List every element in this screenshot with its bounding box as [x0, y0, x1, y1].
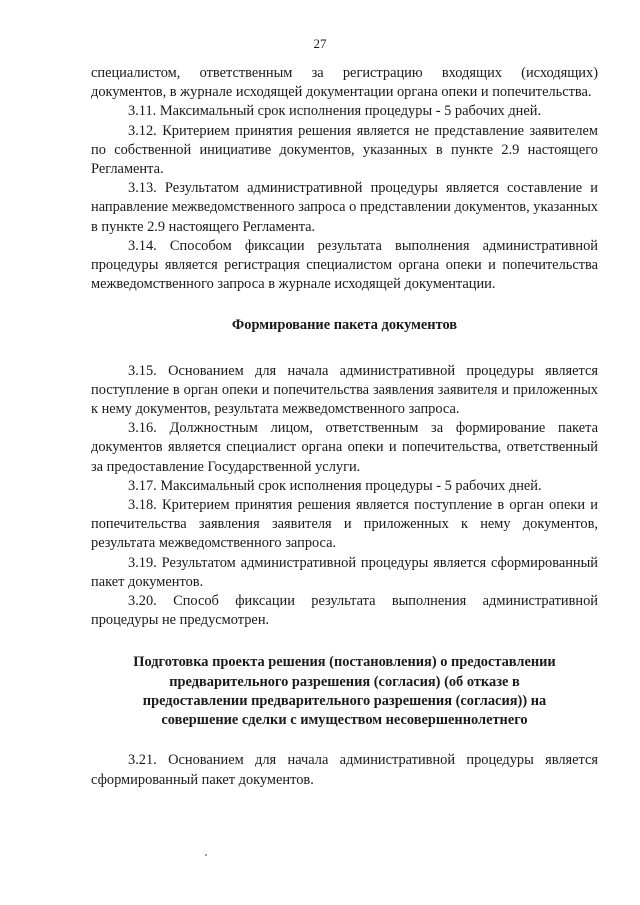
page-number: 27 [313, 36, 327, 51]
paragraph-3-16: 3.16. Должностным лицом, ответственным за формирование пакета документов является специалист органа опеки и попечительства, ответственный за предоставление Государственной услуги. [91, 420, 598, 475]
paragraph-3-17: 3.17. Максимальный срок исполнения процедуры - 5 рабочих дней. [128, 477, 542, 494]
paragraph-3-19: 3.19. Результатом административной процедуры является сформированный пакет документов. [91, 554, 598, 590]
paragraph-3-14: 3.14. Способом фиксации результата выполнения административной процедуры является регистрация специалистом органа опеки и попечительства межведомственного запроса в журнале исходящей документации. [91, 237, 598, 293]
section-heading-document-package: Формирование пакета документов [231, 317, 458, 334]
paragraph-3-18: 3.18. Критерием принятия решения является поступление в орган опеки и попечительства заявления заявителя и приложенных к нему документов, результата межведомственного запроса. [91, 497, 598, 552]
section-heading-draft-decision: Подготовка проекта решения (постановления) о предоставлении предварительного разрешения (согласия) (об отказе в предоставлении предварительного разрешения (согласия)) на совершение сделки с имуществом несовершеннолетнего [133, 654, 556, 729]
paragraph-3-12: 3.12. Критерием принятия решения является не представление заявителем по собственной инициативе документов, указанных в пункте 2.9 настоящего Регламента. [91, 122, 598, 178]
paragraph-3-15: 3.15. Основанием для начала административной процедуры является поступление в орган опеки и попечительства заявления заявителя и приложенных к нему документов, результата межведомственного запроса. [91, 362, 598, 418]
paragraph-3-21: 3.21. Основанием для начала административной процедуры является сформированный пакет документов. [91, 752, 598, 788]
document-body [91, 64, 598, 790]
paragraph-continuation: специалистом, ответственным за регистрацию входящих (исходящих) документов, в журнале исходящей документации органа опеки и попечительства. [91, 65, 598, 101]
paragraph-3-20: 3.20. Способ фиксации результата выполнения административной процедуры не предусмотрен. [91, 593, 598, 629]
paragraph-3-11: 3.11. Максимальный срок исполнения процедуры - 5 рабочих дней. [128, 103, 542, 120]
scan-speck [205, 854, 207, 856]
paragraph-3-13: 3.13. Результатом административной процедуры является составление и направление межведомственного запроса о представлении документов, указанных в пункте 2.9 настоящего Регламента. [91, 180, 598, 235]
